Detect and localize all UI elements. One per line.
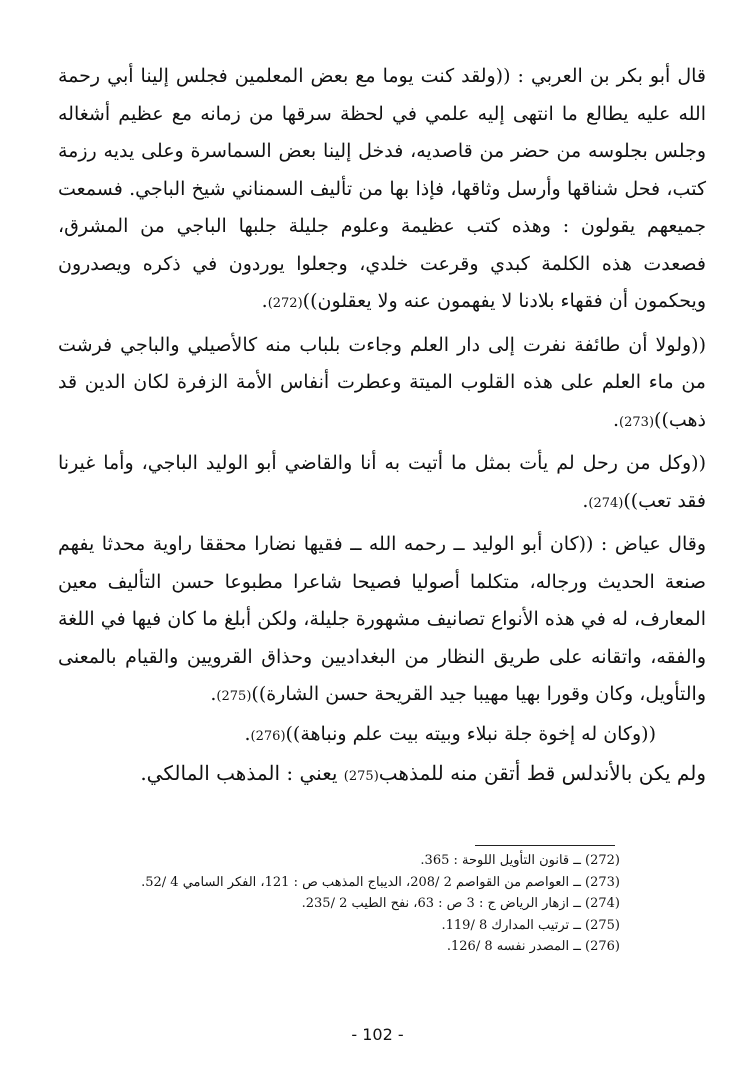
footnote-ref: (272) bbox=[267, 296, 303, 311]
footnote-item: (272) ــ قانون التأويل اللوحة : 365. bbox=[420, 853, 620, 868]
paragraph-ibn-al-arabi-quote bbox=[58, 58, 706, 323]
footnote-ref: (275) bbox=[216, 689, 252, 704]
paragraph-iyad-quote bbox=[58, 526, 706, 716]
footnote-ref: (276) bbox=[250, 728, 286, 744]
footnote-item: (274) ــ ازهار الرياض ج : 3 ص : 63، نفح الطيب 2 /235. bbox=[301, 896, 620, 911]
paragraph-end: . bbox=[210, 683, 217, 705]
footnote-ref: (273) bbox=[619, 414, 655, 430]
paragraph-third-quote bbox=[58, 445, 706, 522]
paragraph-brothers-quote bbox=[58, 716, 706, 756]
paragraph-second-quote bbox=[58, 327, 706, 442]
footnote-ref: (275) bbox=[343, 769, 379, 784]
page-number: - 102 - bbox=[351, 1025, 404, 1044]
paragraph-end: . bbox=[582, 489, 589, 512]
paragraph-text: ولم يكن بالأندلس قط أتقن منه للمذهب bbox=[378, 761, 706, 785]
page-body bbox=[58, 58, 706, 796]
paragraph-end: يعني : المذهب المالكي. bbox=[140, 761, 344, 785]
paragraph-end: . bbox=[613, 408, 620, 431]
paragraph-text: ((وكان له إخوة جلة نبلاء وبيته بيت علم ونباهة)) bbox=[285, 722, 656, 745]
paragraph-text: ((وكل من رحل لم يأت بمثل ما أتيت به أنا والقاضي أبو الوليد الباجي، وأما غيرنا فقد تعب)) bbox=[58, 452, 706, 512]
footnotes-list bbox=[120, 850, 620, 958]
footnote-item: (275) ــ ترتيب المدارك 8 /119. bbox=[441, 917, 620, 933]
paragraph-end: . bbox=[261, 290, 268, 312]
paragraph-end: . bbox=[244, 722, 251, 745]
footnote-divider bbox=[475, 845, 615, 846]
footnote-ref: (274) bbox=[588, 495, 624, 511]
paragraph-text: وقال عياض : ((كان أبو الوليد ــ رحمه الله ــ فقيها نضارا محققا راوية محدثا يفهم صنعة الحديث ورجاله، متكلما أصوليا فصيحا شاعرا مطبوعا حسن التأليف معين المعارف، له في هذه الأنواع تصانيف مشهورة جليلة، ولكن أبلغ ما كان فيها في اللغة والفقه، واتقانه على طريق النظار من البغداديين وحذاق القرويين والقيام بالمعنى والتأويل، وكان وقورا بهيا مهيبا جيد القريحة حسن الشارة)) bbox=[58, 533, 706, 705]
footnote-item: (273) ــ العواصم من القواصم 2 /208، الديباج المذهب ص : 121، الفكر السامي 4 /52. bbox=[141, 874, 620, 890]
footnote-item: (276) ــ المصدر نفسه 8 /126. bbox=[446, 939, 620, 954]
paragraph-text: ((ولولا أن طائفة نفرت إلى دار العلم وجاءت بلباب منه كالأصيلي والباجي فرشت من ماء العلم على هذه القلوب الميتة وعطرت أنفاس الأمة الزفرة لكان الدين قد ذهب)) bbox=[58, 333, 706, 431]
paragraph-andalus-statement bbox=[58, 755, 706, 796]
paragraph-text: قال أبو بكر بن العربي : ((ولقد كنت يوما مع بعض المعلمين فجلس إلينا أبي رحمة الله عليه يطالع ما انتهى إليه علمي في لحظة سرقها من زمانه مع عظيم أشغاله وجلس بجلوسه من حضر من قاصديه، فدخل إلينا بعض السماسرة وعلى يديه رزمة كتب، فحل شناقها وأرسل وثاقها، فإذا بها من تأليف السمناني شيخ الباجي. فسمعت جميعهم يقولون : وهذه كتب عظيمة وعلوم جليلة جلبها الباجي من المشرق، فصعدت هذه الكلمة كبدي وقرعت خلدي، وجعلوا يوردون في ذكره ويصدرون ويحكمون أن فقهاء بلادنا لا يفهمون عنه ولا يعقلون)) bbox=[58, 65, 706, 312]
